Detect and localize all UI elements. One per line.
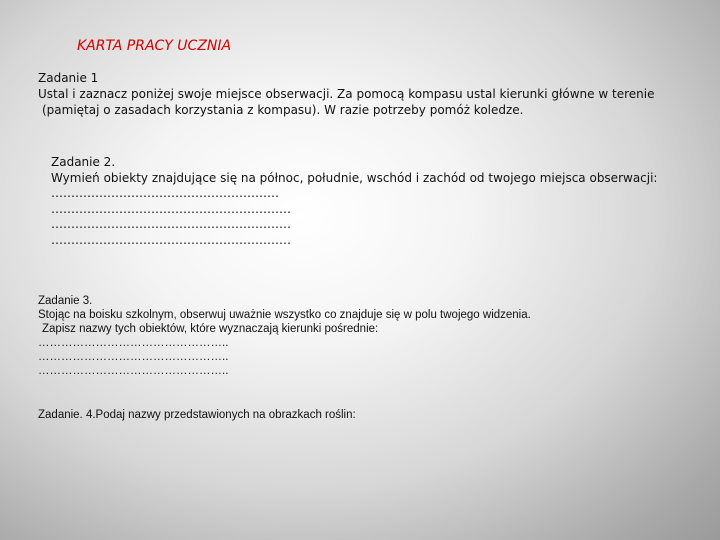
task-1-heading: Zadanie 1 [38,71,99,85]
task-3-answer-line-1: ………………………………………….. [38,337,229,349]
task-3-heading: Zadanie 3. [38,295,93,307]
task-2-answer-line-2: …………………………………………………… [51,201,291,216]
worksheet-title: KARTA PRACY UCZNIA [77,38,232,54]
task-1-instruction-line-1: Ustal i zaznacz poniżej swoje miejsce obserwacji. Za pomocą kompasu ustal kierunki główne w terenie [38,87,655,101]
task-2-heading: Zadanie 2. [51,155,116,169]
task-3-instruction-line-1: Stojąc na boisku szkolnym, obserwuj uważnie wszystko co znajduje się w polu twojego widzenia. [38,309,531,321]
task-4 [38,408,356,422]
task-2-instruction: Wymień obiekty znajdujące się na północ, południe, wschód i zachód od twojego miejsca obserwacji: [51,170,658,185]
task-3-instruction-line-2: Zapisz nazwy tych obiektów, które wyznaczają kierunki pośrednie: [42,323,379,335]
task-3-answer-line-2: ………………………………………….. [38,351,229,363]
task-3 [38,294,531,378]
task-2-answer-line-3: …………………………………………………… [51,217,291,231]
task-2-answer-line-4: …………………………………………………… [51,232,291,247]
task-1 [38,70,654,118]
task-2 [51,155,657,248]
task-1-instruction-line-2: (pamiętaj o zasadach korzystania z kompasu). W razie potrzeby pomóż koledze. [42,103,524,117]
task-3-answer-line-3: ………………………………………….. [38,365,229,377]
task-2-answer-line-1: ………………………………………………… [51,186,279,200]
task-4-heading: Zadanie. 4.Podaj nazwy przedstawionych na obrazkach roślin: [38,409,356,421]
